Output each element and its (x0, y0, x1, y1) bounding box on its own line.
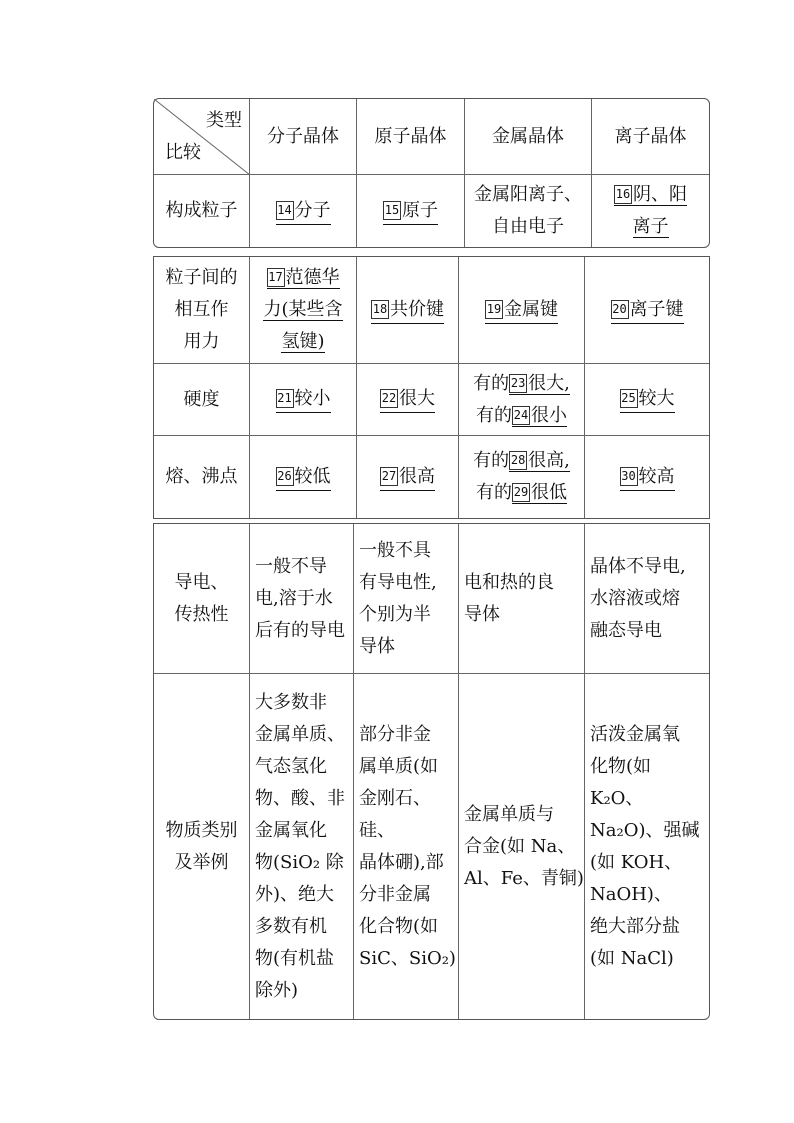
cell-molecular-melting: 26 较低 (250, 436, 356, 518)
blank-number-17: 17 (267, 268, 285, 287)
blank-number-30: 30 (620, 467, 638, 486)
blank-number-19: 19 (485, 300, 503, 319)
blank-number-14: 14 (276, 201, 294, 220)
blank-number-18: 18 (371, 300, 389, 319)
cell-atomic-examples: 部分非金 属单质(如 金刚石、硅、 晶体硼),部 分非金属 化合物(如 SiC、SiO₂) (359, 723, 456, 969)
cell-metallic-particles: 金属阳离子、 自由电子 (474, 184, 582, 237)
blank-number-24: 24 (512, 406, 530, 425)
cell-molecular-hardness: 21 较小 (250, 364, 356, 435)
row-label-conductivity: 导电、 传热性 (174, 571, 229, 625)
blank-number-28: 28 (509, 451, 527, 470)
row-label-interparticle-force: 粒子间的 相互作 用力 (165, 267, 238, 352)
row-label-constituent-particles: 构成粒子 (165, 200, 238, 221)
table-interactions-hardness (153, 256, 710, 519)
cell-ionic-melting: 30 较高 (585, 436, 709, 518)
cell-metallic-conductivity: 电和热的良 导体 (464, 571, 554, 625)
cell-metallic-melting: 有的 28 很高, 有的 29 很低 (473, 450, 570, 503)
cell-atomic-hardness: 22 很大 (357, 364, 458, 435)
blank-number-20: 20 (611, 300, 629, 319)
column-ionic-crystal: 离子晶体 (614, 125, 687, 147)
cell-molecular-force: 17 范德华 力(某些含 氢键) (263, 267, 343, 352)
column-molecular-crystal: 分子晶体 (267, 125, 339, 147)
blank-number-25: 25 (620, 389, 638, 408)
blank-number-23: 23 (509, 374, 527, 393)
blank-number-29: 29 (512, 483, 530, 502)
cell-ionic-conductivity: 晶体不导电, 水溶液或熔 融态导电 (590, 555, 686, 641)
blank-number-22: 22 (380, 389, 398, 408)
blank-number-16: 16 (614, 185, 632, 204)
cell-atomic-conductivity: 一般不具 有导电性, 个别为半 导体 (359, 539, 437, 657)
cell-metallic-force: 19 金属键 (459, 257, 584, 363)
cell-ionic-particles: 16 阴、阳 离子 (615, 184, 687, 237)
cell-metallic-hardness: 有的 23 很大, 有的 24 很小 (473, 372, 570, 426)
cell-ionic-examples: 活泼金属氧 化物(如 K₂O、 Na₂O)、强碱 (如 KOH、 NaOH)、 绝大部分盐 (如 NaCl) (590, 723, 700, 969)
column-metallic-crystal: 金属晶体 (492, 125, 564, 147)
row-label-melting-boiling: 熔、沸点 (165, 466, 238, 487)
cell-metallic-examples: 金属单质与 合金(如 Na、 Al、Fe、青铜) (464, 803, 584, 889)
cell-atomic-force: 18 共价键 (357, 257, 458, 363)
row-label-hardness: 硬度 (183, 388, 220, 410)
cell-ionic-force: 20 离子键 (585, 257, 709, 363)
blank-number-21: 21 (276, 389, 294, 408)
blank-number-26: 26 (276, 467, 294, 486)
blank-number-15: 15 (383, 201, 401, 220)
cell-molecular-conductivity: 一般不导 电,溶于水 后有的导电 (255, 555, 345, 641)
column-atomic-crystal: 原子晶体 (374, 125, 447, 147)
cell-molecular-particles: 14 分子 (250, 175, 356, 247)
cell-atomic-particles: 15 原子 (357, 175, 464, 247)
table-conductivity-examples (153, 523, 710, 1020)
cell-atomic-melting: 27 很高 (357, 436, 458, 518)
blank-number-27: 27 (380, 467, 398, 486)
header-type: 类型 (206, 110, 242, 131)
row-label-examples: 物质类别 及举例 (165, 819, 238, 873)
header-compare: 比较 (165, 142, 201, 163)
table-crystal-types-header (153, 98, 710, 248)
cell-molecular-examples: 大多数非 金属单质、 气态氢化 物、酸、非 金属氧化 物(SiO₂ 除 外)、绝大 多数有机 物(有机盐 除外) (255, 691, 345, 1001)
cell-ionic-hardness: 25 较大 (585, 364, 709, 435)
